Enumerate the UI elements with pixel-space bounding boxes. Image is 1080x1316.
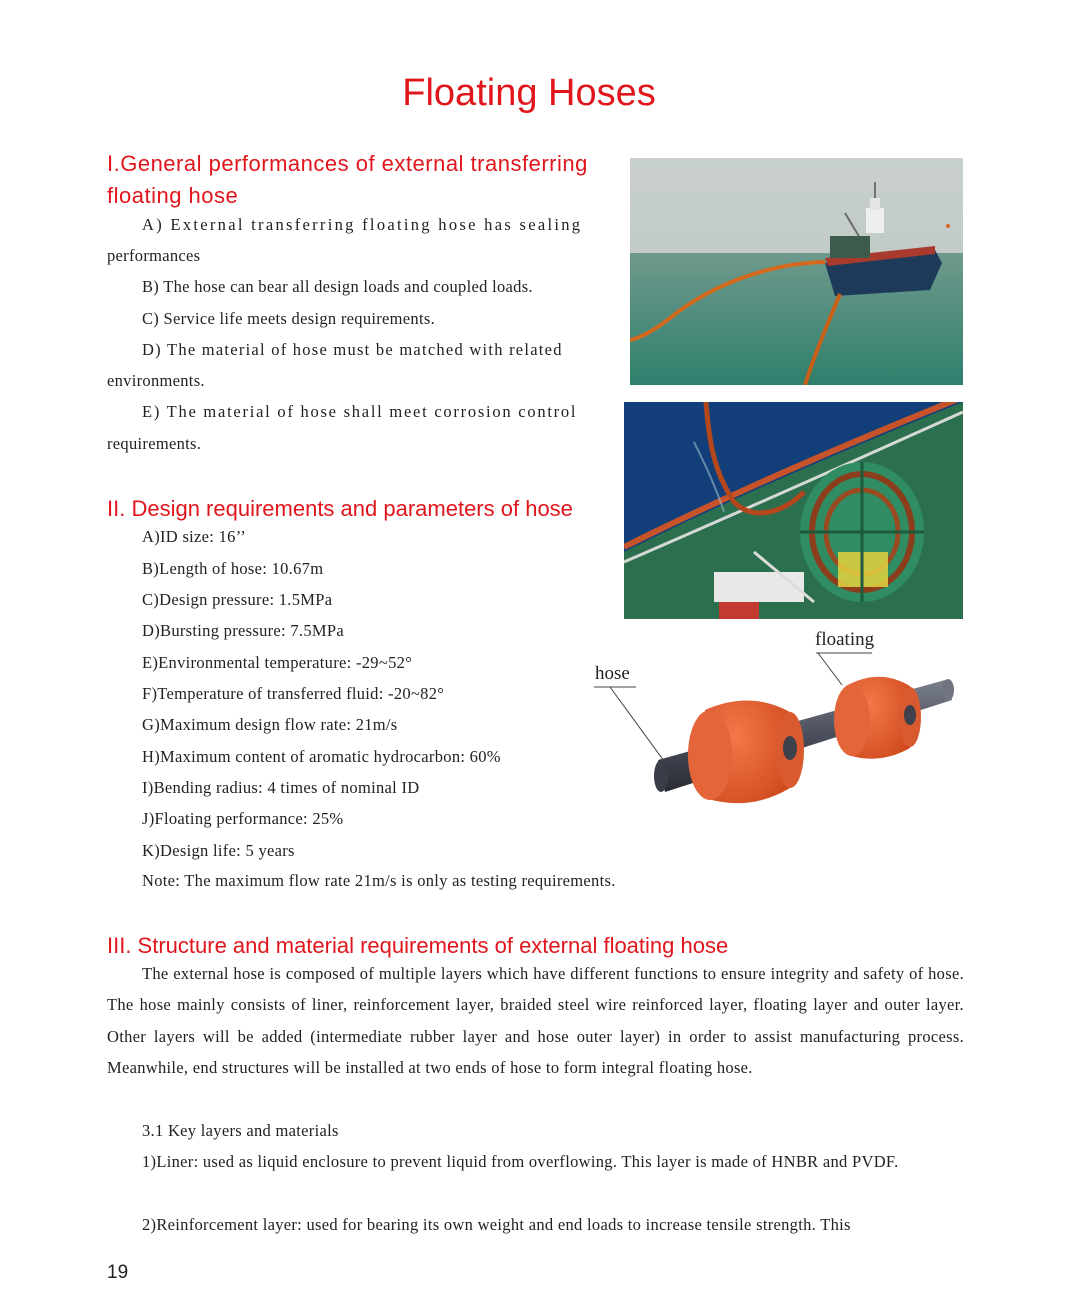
spec-length: B)Length of hose: 10.67m xyxy=(142,559,324,578)
spec-design-life: K)Design life: 5 years xyxy=(142,841,295,860)
spec-flow-rate: G)Maximum design flow rate: 21m/s xyxy=(142,715,398,734)
section1-heading xyxy=(107,148,607,212)
float-1 xyxy=(688,700,804,803)
section1-item-d-line2: environments. xyxy=(107,371,205,390)
spec-bending-radius: I)Bending radius: 4 times of nominal ID xyxy=(142,778,420,797)
floating-hose-diagram xyxy=(580,620,980,840)
spec-fluid-temperature: F)Temperature of transferred fluid: -20~82° xyxy=(142,684,445,703)
section3-intro-paragraph: The external hose is composed of multiple layers which have different functions to ensure integrity and safety of hose. The hose mainly consists of liner, reinforcement layer, braided steel wire reinforced layer, floating layer and outer layer. Other layers will be added (intermediate rubber layer and hose outer layer) in order to assist manufacturing process. Meanwhile, end structures will be installed at two ends of hose to form integral floating hose. xyxy=(107,964,964,1077)
tanker-photo xyxy=(630,158,963,385)
spec-bursting-pressure: D)Bursting pressure: 7.5MPa xyxy=(142,621,344,640)
spec-design-pressure: C)Design pressure: 1.5MPa xyxy=(142,590,333,609)
section2-heading: II. Design requirements and parameters of hose xyxy=(107,496,573,521)
float-2 xyxy=(834,677,921,759)
section3-heading: III. Structure and material requirements of external floating hose xyxy=(107,933,729,958)
floating-label xyxy=(815,629,875,685)
spec-environmental-temperature: E)Environmental temperature: -29~52° xyxy=(142,653,413,672)
page-title: Floating Hoses xyxy=(402,72,656,114)
spec-id-size: A)ID size: 16’’ xyxy=(142,527,247,546)
section1-item-a-line2: performances xyxy=(107,246,201,265)
spec-note: Note: The maximum flow rate 21m/s is only as testing requirements. xyxy=(142,871,616,890)
section1-item-e-line2: requirements. xyxy=(107,434,202,453)
spec-aromatic-content: H)Maximum content of aromatic hydrocarbon: 60% xyxy=(142,747,501,766)
section3-liner-paragraph: 1)Liner: used as liquid enclosure to prevent liquid from overflowing. This layer is made of HNBR and PVDF. xyxy=(142,1152,899,1171)
spec-floating-performance: J)Floating performance: 25% xyxy=(142,809,344,828)
section1-item-e-line1: E) The material of hose shall meet corrosion control xyxy=(142,402,578,421)
hose-reel-photo xyxy=(624,402,963,619)
section1-item-d-line1: D) The material of hose must be matched with related xyxy=(142,340,563,359)
floating-label-text: floating xyxy=(815,629,875,650)
hose-label-text: hose xyxy=(595,663,630,684)
section1-heading-line1: I.General performances of external transferring xyxy=(107,151,588,176)
section1-item-c: C) Service life meets design requirements. xyxy=(142,309,436,328)
section1-item-b: B) The hose can bear all design loads and coupled loads. xyxy=(142,277,533,296)
section3-subheading: 3.1 Key layers and materials xyxy=(142,1121,339,1140)
section3-reinforcement-paragraph: 2)Reinforcement layer: used for bearing its own weight and end loads to increase tensile strength. This xyxy=(142,1215,851,1234)
section1-heading-line2: floating hose xyxy=(107,183,239,208)
section1-item-a-line1: A) External transferring floating hose has sealing xyxy=(142,215,583,234)
hose-label xyxy=(594,663,672,772)
page-number: 19 xyxy=(107,1262,129,1283)
